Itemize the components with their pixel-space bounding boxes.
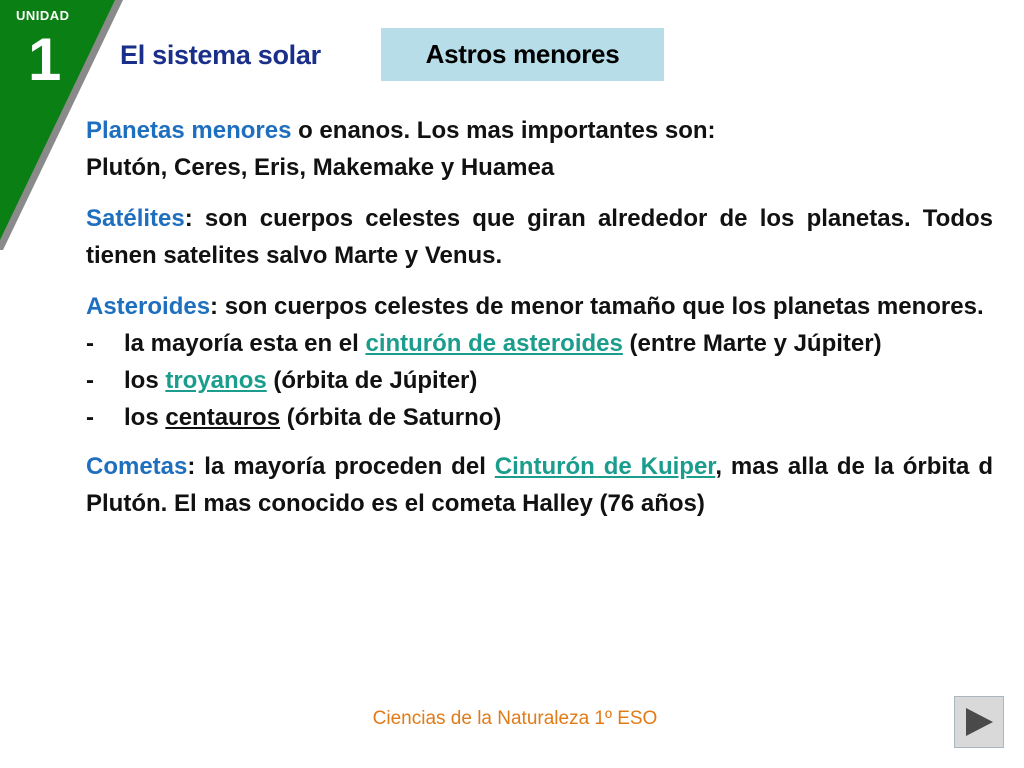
bullet-pre: la mayoría esta en el (124, 330, 366, 357)
cometas-pre: : la mayoría proceden del (187, 453, 495, 480)
planetas-line1: o enanos. Los mas importantes son: (291, 117, 716, 144)
unit-label: UNIDAD (16, 8, 70, 23)
term-planetas-menores: Planetas menores (86, 117, 292, 144)
bullet-pre: los (124, 404, 166, 431)
term-satelites: Satélites (86, 205, 185, 232)
next-slide-button[interactable] (954, 696, 1004, 748)
bullet-post: (entre Marte y Júpiter) (622, 330, 882, 357)
asteroides-paragraph (86, 288, 993, 325)
list-item (86, 399, 993, 436)
bullet-post: (órbita de Júpiter) (266, 367, 478, 394)
cometas-post: , mas alla de la órbita d Plutón. El mas conocido es el cometa Halley (76 años) (86, 453, 994, 517)
footer-text: Ciencias de la Naturaleza 1º ESO (372, 708, 658, 729)
link-troyanos[interactable]: troyanos (165, 367, 267, 394)
slide-title: El sistema solar (120, 40, 321, 70)
unit-number: 1 (28, 26, 62, 93)
play-triangle-icon (962, 705, 996, 739)
bullet-dash: - (86, 404, 94, 431)
planetas-line2: Plutón, Ceres, Eris, Makemake y Huamea (86, 154, 555, 181)
term-centauros: centauros (165, 404, 281, 431)
bullet-dash: - (86, 367, 94, 394)
satelites-paragraph (86, 200, 993, 274)
asteroides-list (86, 325, 993, 436)
section-badge: Astros menores (381, 28, 664, 81)
term-cometas: Cometas (86, 453, 188, 480)
cometas-paragraph (86, 448, 993, 522)
list-item (86, 362, 993, 399)
term-asteroides: Asteroides (86, 293, 211, 320)
asteroides-text: : son cuerpos celestes de menor tamaño que los planetas menores. (210, 293, 984, 320)
list-item (86, 325, 993, 362)
satelites-text: : son cuerpos celestes que giran alrededor de los planetas. Todos tienen satelites salvo Marte y Venus. (86, 205, 993, 269)
slide-content (86, 112, 993, 522)
link-cinturon-kuiper[interactable]: Cinturón de Kuiper (494, 453, 716, 480)
bullet-pre: los (124, 367, 166, 394)
link-cinturon-asteroides[interactable]: cinturón de asteroides (365, 330, 623, 357)
planetas-paragraph (86, 112, 993, 149)
bullet-post: (órbita de Saturno) (280, 404, 502, 431)
bullet-dash: - (86, 330, 94, 357)
